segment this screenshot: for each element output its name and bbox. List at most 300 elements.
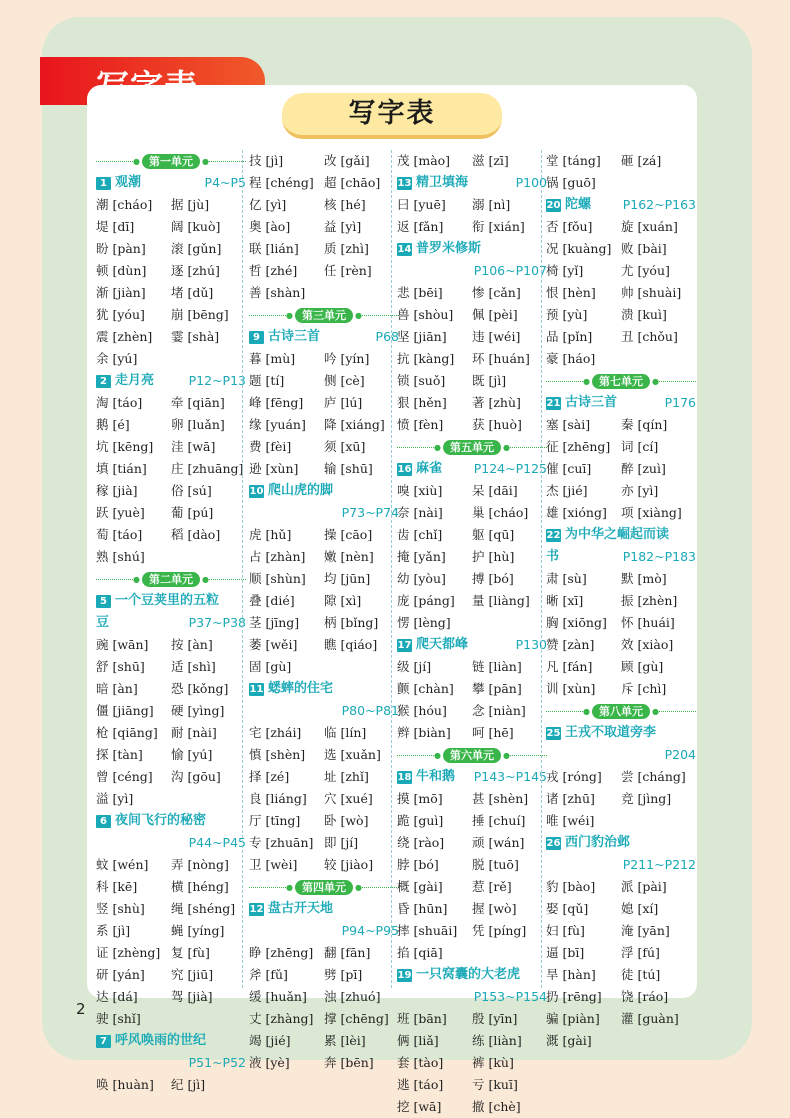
character-row <box>397 612 547 634</box>
character-row <box>397 854 547 876</box>
character-row <box>397 414 547 436</box>
character-row <box>96 348 246 370</box>
lesson-pages: P211~P212 <box>622 857 696 872</box>
character-row <box>249 524 399 546</box>
character-entry: 败 [bài] <box>621 241 667 256</box>
lesson-heading <box>397 458 547 480</box>
lesson-pages: P143~P145 <box>473 769 547 784</box>
divider-line <box>209 579 246 580</box>
lesson-number-badge: 6 <box>96 815 111 828</box>
character-row <box>397 656 547 678</box>
character-entry: 驾 [jià] <box>171 989 213 1004</box>
character-entry: 狠 [hěn] <box>397 395 447 410</box>
character-entry: 悲 [bēi] <box>397 285 443 300</box>
character-entry: 虎 [hǔ] <box>249 527 292 542</box>
character-row <box>546 480 696 502</box>
character-row <box>397 1008 547 1030</box>
character-entry: 掐 [qiā] <box>397 945 443 960</box>
lesson-number-badge: 7 <box>96 1035 111 1048</box>
character-entry: 违 [wéi] <box>472 329 521 344</box>
character-entry: 徒 [tú] <box>621 967 661 982</box>
character-entry: 累 [lèi] <box>324 1033 366 1048</box>
character-entry: 硬 [yìng] <box>171 703 225 718</box>
character-entry: 呆 [dāi] <box>472 483 518 498</box>
unit-label: 第四单元 <box>295 880 353 895</box>
lesson-number-badge: 1 <box>96 177 111 190</box>
character-row <box>546 942 696 964</box>
lesson-pages: P12~P13 <box>188 373 246 388</box>
character-entry: 程 [chéng] <box>249 175 314 190</box>
lesson-number-badge: 25 <box>546 727 561 739</box>
character-entry: 豪 [háo] <box>546 351 596 366</box>
character-entry: 滚 [gǔn] <box>171 241 222 256</box>
character-row <box>249 150 399 172</box>
character-row <box>546 348 696 370</box>
character-row <box>397 1074 547 1096</box>
character-row <box>546 458 696 480</box>
lesson-number-badge: 22 <box>546 529 561 541</box>
divider-line <box>249 315 286 316</box>
lesson-pages: P106~P107 <box>473 263 547 278</box>
character-entry: 穴 [xué] <box>324 791 373 806</box>
character-entry: 旱 [hàn] <box>546 967 596 982</box>
character-entry: 系 [jì] <box>96 923 131 938</box>
character-entry: 著 [zhù] <box>472 395 521 410</box>
character-row <box>249 986 399 1008</box>
character-entry: 震 [zhèn] <box>96 329 153 344</box>
character-entry: 幼 [yòu] <box>397 571 446 586</box>
character-entry: 驶 [shǐ] <box>96 1011 141 1026</box>
character-entry: 余 [yú] <box>96 351 138 366</box>
character-entry: 研 [yán] <box>96 967 145 982</box>
character-entry: 奈 [nài] <box>397 505 443 520</box>
character-entry: 掩 [yǎn] <box>397 549 446 564</box>
character-row <box>546 216 696 238</box>
character-row <box>249 1008 399 1030</box>
character-entry: 概 [gài] <box>397 879 443 894</box>
lesson-heading <box>397 238 547 260</box>
character-entry: 锁 [suǒ] <box>397 373 446 388</box>
character-entry: 呵 [hē] <box>472 725 514 740</box>
character-row <box>397 722 547 744</box>
character-entry: 丈 [zhàng] <box>249 1011 314 1026</box>
character-entry: 愉 [yú] <box>171 747 213 762</box>
character-entry: 项 [xiàng] <box>621 505 682 520</box>
character-entry: 僵 [jiāng] <box>96 703 154 718</box>
character-entry: 躯 [qū] <box>472 527 515 542</box>
character-row <box>249 392 399 414</box>
lesson-number-badge: 18 <box>397 771 412 783</box>
lesson-title: 牛和鹅 <box>416 769 456 784</box>
character-entry: 侧 [cè] <box>324 373 365 388</box>
character-row <box>249 722 399 744</box>
character-entry: 肃 [sù] <box>546 571 587 586</box>
lesson-heading <box>96 810 246 832</box>
lesson-heading <box>96 590 246 612</box>
character-entry: 链 [liàn] <box>472 659 522 674</box>
character-entry: 滋 [zī] <box>472 153 509 168</box>
lesson-title: 陀螺 <box>565 197 592 212</box>
character-entry: 挖 [wā] <box>397 1099 442 1114</box>
character-entry: 衔 [xián] <box>472 219 525 234</box>
character-entry: 娶 [qǔ] <box>546 901 589 916</box>
lesson-number-badge: 5 <box>96 595 111 608</box>
divider-line <box>96 161 133 162</box>
character-row <box>546 964 696 986</box>
divider-line <box>546 711 583 712</box>
column-3 <box>397 150 547 1118</box>
character-entry: 唤 [huàn] <box>96 1077 154 1092</box>
character-entry: 须 [xū] <box>324 439 366 454</box>
character-entry: 亦 [yì] <box>621 483 659 498</box>
character-row <box>96 392 246 414</box>
lesson-title: 麻雀 <box>416 461 443 476</box>
character-row <box>96 700 246 722</box>
lesson-title: 走月亮 <box>115 373 155 388</box>
character-entry: 杰 [jié] <box>546 483 588 498</box>
character-entry: 纪 [jì] <box>171 1077 206 1092</box>
character-entry: 甚 [shèn] <box>472 791 529 806</box>
dot-icon: ● <box>133 574 140 584</box>
character-entry: 攀 [pān] <box>472 681 522 696</box>
column-divider <box>242 150 243 988</box>
character-entry: 捶 [chuí] <box>472 813 526 828</box>
character-entry: 雄 [xióng] <box>546 505 607 520</box>
character-entry: 秦 [qín] <box>621 417 668 432</box>
character-entry: 惨 [cǎn] <box>472 285 521 300</box>
character-row <box>249 1030 399 1052</box>
unit-label: 第二单元 <box>142 572 200 587</box>
lesson-heading <box>397 172 547 194</box>
dot-icon: ● <box>503 442 510 452</box>
unit-header <box>397 436 547 458</box>
character-entry: 善 [shàn] <box>249 285 306 300</box>
unit-header <box>397 744 547 766</box>
character-entry: 曰 [yuē] <box>397 197 446 212</box>
divider-line <box>96 579 133 580</box>
character-entry: 怀 [huái] <box>621 615 675 630</box>
character-row <box>546 150 696 172</box>
character-entry: 犹 [yóu] <box>96 307 145 322</box>
character-row <box>546 766 696 788</box>
character-entry: 庐 [lú] <box>324 395 363 410</box>
character-entry: 劈 [pī] <box>324 967 363 982</box>
character-entry: 暗 [àn] <box>96 681 138 696</box>
character-entry: 均 [jūn] <box>324 571 371 586</box>
character-entry: 峰 [fēng] <box>249 395 304 410</box>
lesson-heading <box>96 370 246 392</box>
character-entry: 溃 [kuì] <box>621 307 667 322</box>
lesson-heading <box>249 326 399 348</box>
character-entry: 专 [zhuān] <box>249 835 314 850</box>
character-entry: 坚 [jiān] <box>397 329 447 344</box>
lesson-title-continued <box>96 612 246 634</box>
character-entry: 佩 [pèi] <box>472 307 518 322</box>
character-row <box>249 436 399 458</box>
character-entry: 绕 [rào] <box>397 835 445 850</box>
lesson-title: 普罗米修斯 <box>416 241 482 256</box>
character-entry: 跃 [yuè] <box>96 505 145 520</box>
lesson-heading <box>546 832 696 854</box>
character-entry: 哲 [zhé] <box>249 263 298 278</box>
lesson-title: 蟋蟀的住宅 <box>268 681 334 696</box>
character-row <box>397 678 547 700</box>
character-entry: 搏 [bó] <box>472 571 514 586</box>
character-row <box>96 744 246 766</box>
dot-icon: ● <box>286 310 293 320</box>
character-entry: 练 [liàn] <box>472 1033 522 1048</box>
character-entry: 坑 [kēng] <box>96 439 154 454</box>
character-entry: 宅 [zhái] <box>249 725 302 740</box>
character-entry: 睁 [zhēng] <box>249 945 314 960</box>
lesson-pages: P73~P74 <box>341 505 399 520</box>
character-entry: 联 [lián] <box>249 241 299 256</box>
character-row <box>96 260 246 282</box>
character-entry: 灌 [guàn] <box>621 1011 679 1026</box>
divider-line <box>362 887 399 888</box>
lesson-number-badge: 13 <box>397 177 412 189</box>
character-entry: 稼 [jià] <box>96 483 138 498</box>
dot-icon: ● <box>355 882 362 892</box>
character-entry: 填 [tián] <box>96 461 147 476</box>
character-entry: 浮 [fú] <box>621 945 660 960</box>
character-row <box>96 414 246 436</box>
character-row <box>249 1052 399 1074</box>
character-row <box>249 172 399 194</box>
character-entry: 顺 [shùn] <box>249 571 306 586</box>
character-row <box>546 326 696 348</box>
lesson-number-badge: 11 <box>249 683 264 695</box>
character-entry: 况 [kuàng] <box>546 241 612 256</box>
character-entry: 益 [yì] <box>324 219 362 234</box>
character-row <box>96 898 246 920</box>
character-row <box>397 326 547 348</box>
character-entry: 诸 [zhū] <box>546 791 595 806</box>
character-entry: 溺 [nì] <box>472 197 511 212</box>
column-divider <box>391 150 392 988</box>
character-entry: 良 [liáng] <box>249 791 307 806</box>
character-row <box>546 1030 696 1052</box>
character-row <box>249 568 399 590</box>
character-row <box>546 810 696 832</box>
divider-line <box>209 161 246 162</box>
character-row <box>96 436 246 458</box>
character-entry: 阔 [kuò] <box>171 219 221 234</box>
character-entry: 脖 [bó] <box>397 857 439 872</box>
character-entry: 超 [chāo] <box>324 175 381 190</box>
character-entry: 输 [shū] <box>324 461 373 476</box>
character-row <box>96 502 246 524</box>
character-row <box>546 1008 696 1030</box>
lesson-pages: P4~P5 <box>204 175 246 190</box>
character-row <box>96 282 246 304</box>
lesson-number-badge: 20 <box>546 199 561 211</box>
character-entry: 堂 [táng] <box>546 153 601 168</box>
character-entry: 蝇 [yíng] <box>171 923 225 938</box>
character-row <box>96 194 246 216</box>
unit-header <box>96 150 246 172</box>
character-entry: 俩 [liǎ] <box>397 1033 439 1048</box>
character-entry: 既 [jì] <box>472 373 507 388</box>
character-entry: 醉 [zuì] <box>621 461 666 476</box>
character-entry: 返 [fǎn] <box>397 219 444 234</box>
character-entry: 复 [fù] <box>171 945 210 960</box>
character-row <box>249 260 399 282</box>
character-entry: 题 [tí] <box>249 373 285 388</box>
character-row <box>249 766 399 788</box>
character-entry: 媳 [xí] <box>621 901 659 916</box>
character-row <box>96 722 246 744</box>
character-entry: 柄 [bǐng] <box>324 615 379 630</box>
lesson-title: 呼风唤雨的世纪 <box>115 1033 207 1048</box>
character-row <box>96 634 246 656</box>
dot-icon: ● <box>652 376 659 386</box>
character-row <box>546 260 696 282</box>
character-entry: 帅 [shuài] <box>621 285 682 300</box>
character-entry: 萎 [wěi] <box>249 637 298 652</box>
lesson-number-badge: 14 <box>397 243 412 255</box>
character-entry: 即 [jí] <box>324 835 359 850</box>
divider-line <box>659 381 696 382</box>
character-entry: 操 [cāo] <box>324 527 373 542</box>
character-entry: 唯 [wéi] <box>546 813 595 828</box>
lesson-title-continued <box>546 546 696 568</box>
character-row <box>96 216 246 238</box>
character-entry: 豌 [wān] <box>96 637 149 652</box>
character-entry: 茂 [mào] <box>397 153 451 168</box>
banner-title: 写字表 <box>348 98 436 129</box>
character-row <box>397 150 547 172</box>
lesson-pages: P176 <box>664 395 696 410</box>
character-entry: 骗 [piàn] <box>546 1011 600 1026</box>
unit-label: 第六单元 <box>443 748 501 763</box>
character-entry: 催 [cuī] <box>546 461 592 476</box>
character-entry: 翻 [fān] <box>324 945 371 960</box>
character-entry: 妇 [fù] <box>546 923 585 938</box>
character-row <box>397 898 547 920</box>
character-entry: 戎 [róng] <box>546 769 602 784</box>
character-entry: 固 [gù] <box>249 659 292 674</box>
character-entry: 舒 [shū] <box>96 659 145 674</box>
character-entry: 振 [zhèn] <box>621 593 678 608</box>
character-entry: 溉 [gài] <box>546 1033 592 1048</box>
character-row <box>546 678 696 700</box>
character-entry: 牵 [qiān] <box>171 395 225 410</box>
character-row <box>546 304 696 326</box>
character-entry: 缘 [yuán] <box>249 417 306 432</box>
lesson-title: 为中华之崛起而读 <box>565 527 670 542</box>
character-entry: 巢 [cháo] <box>472 505 529 520</box>
character-entry: 逐 [zhú] <box>171 263 220 278</box>
divider-line <box>362 315 399 316</box>
lesson-heading <box>546 722 696 744</box>
character-entry: 套 [tào] <box>397 1055 444 1070</box>
character-entry: 竖 [shù] <box>96 901 145 916</box>
character-entry: 愣 [lèng] <box>397 615 451 630</box>
unit-label: 第一单元 <box>142 154 200 169</box>
unit-label: 第七单元 <box>592 374 650 389</box>
lesson-number-badge: 9 <box>249 331 264 344</box>
character-entry: 撤 [chè] <box>472 1099 521 1114</box>
lesson-number-badge: 12 <box>249 903 264 915</box>
lesson-pages: P130 <box>515 637 547 652</box>
character-entry: 辫 [biàn] <box>397 725 451 740</box>
character-entry: 预 [yù] <box>546 307 588 322</box>
character-entry: 瞧 [qiáo] <box>324 637 378 652</box>
character-row <box>249 370 399 392</box>
character-entry: 稻 [dào] <box>171 527 221 542</box>
character-entry: 锅 [guō] <box>546 175 596 190</box>
lesson-number-badge: 2 <box>96 375 111 388</box>
character-row <box>96 788 246 810</box>
dot-icon: ● <box>202 574 209 584</box>
lesson-pages: P37~P38 <box>188 615 246 630</box>
lesson-pages: P204 <box>664 747 696 762</box>
character-entry: 征 [zhēng] <box>546 439 611 454</box>
character-row <box>397 216 547 238</box>
character-entry: 淹 [yān] <box>621 923 670 938</box>
character-row <box>249 744 399 766</box>
character-row <box>96 304 246 326</box>
dot-icon: ● <box>133 156 140 166</box>
character-entry: 沟 [gōu] <box>171 769 221 784</box>
character-row <box>397 546 547 568</box>
character-entry: 任 [rèn] <box>324 263 372 278</box>
lesson-heading <box>96 1030 246 1052</box>
character-row <box>249 612 399 634</box>
character-row <box>397 348 547 370</box>
character-row <box>249 458 399 480</box>
character-entry: 顽 [wán] <box>472 835 525 850</box>
character-row <box>249 216 399 238</box>
character-entry: 扔 [rēng] <box>546 989 602 1004</box>
character-entry: 费 [fèi] <box>249 439 292 454</box>
lesson-title: 西门豹治邺 <box>565 835 631 850</box>
lesson-heading <box>397 964 547 986</box>
unit-header <box>546 370 696 392</box>
dot-icon: ● <box>202 156 209 166</box>
character-row <box>249 282 399 304</box>
character-entry: 效 [xiào] <box>621 637 674 652</box>
character-entry: 卫 [wèi] <box>249 857 298 872</box>
character-entry: 奔 [bēn] <box>324 1055 374 1070</box>
character-entry: 探 [tàn] <box>96 747 143 762</box>
character-entry: 按 [àn] <box>171 637 213 652</box>
lesson-title: 爬山虎的脚 <box>268 483 334 498</box>
character-row <box>249 546 399 568</box>
character-entry: 厅 [tīng] <box>249 813 301 828</box>
character-row <box>96 238 246 260</box>
character-row <box>397 810 547 832</box>
character-row <box>249 348 399 370</box>
character-entry: 曾 [céng] <box>96 769 153 784</box>
character-row <box>397 392 547 414</box>
lesson-heading <box>397 634 547 656</box>
character-entry: 护 [hù] <box>472 549 515 564</box>
character-row <box>546 568 696 590</box>
lesson-heading <box>96 172 246 194</box>
character-entry: 撑 [chēng] <box>324 1011 389 1026</box>
dot-icon: ● <box>355 310 362 320</box>
character-entry: 级 [jí] <box>397 659 432 674</box>
character-entry: 科 [kē] <box>96 879 138 894</box>
character-entry: 兽 [shòu] <box>397 307 454 322</box>
character-entry: 临 [lín] <box>324 725 367 740</box>
character-row <box>546 612 696 634</box>
character-entry: 庞 [páng] <box>397 593 455 608</box>
character-row <box>546 920 696 942</box>
character-row <box>546 590 696 612</box>
